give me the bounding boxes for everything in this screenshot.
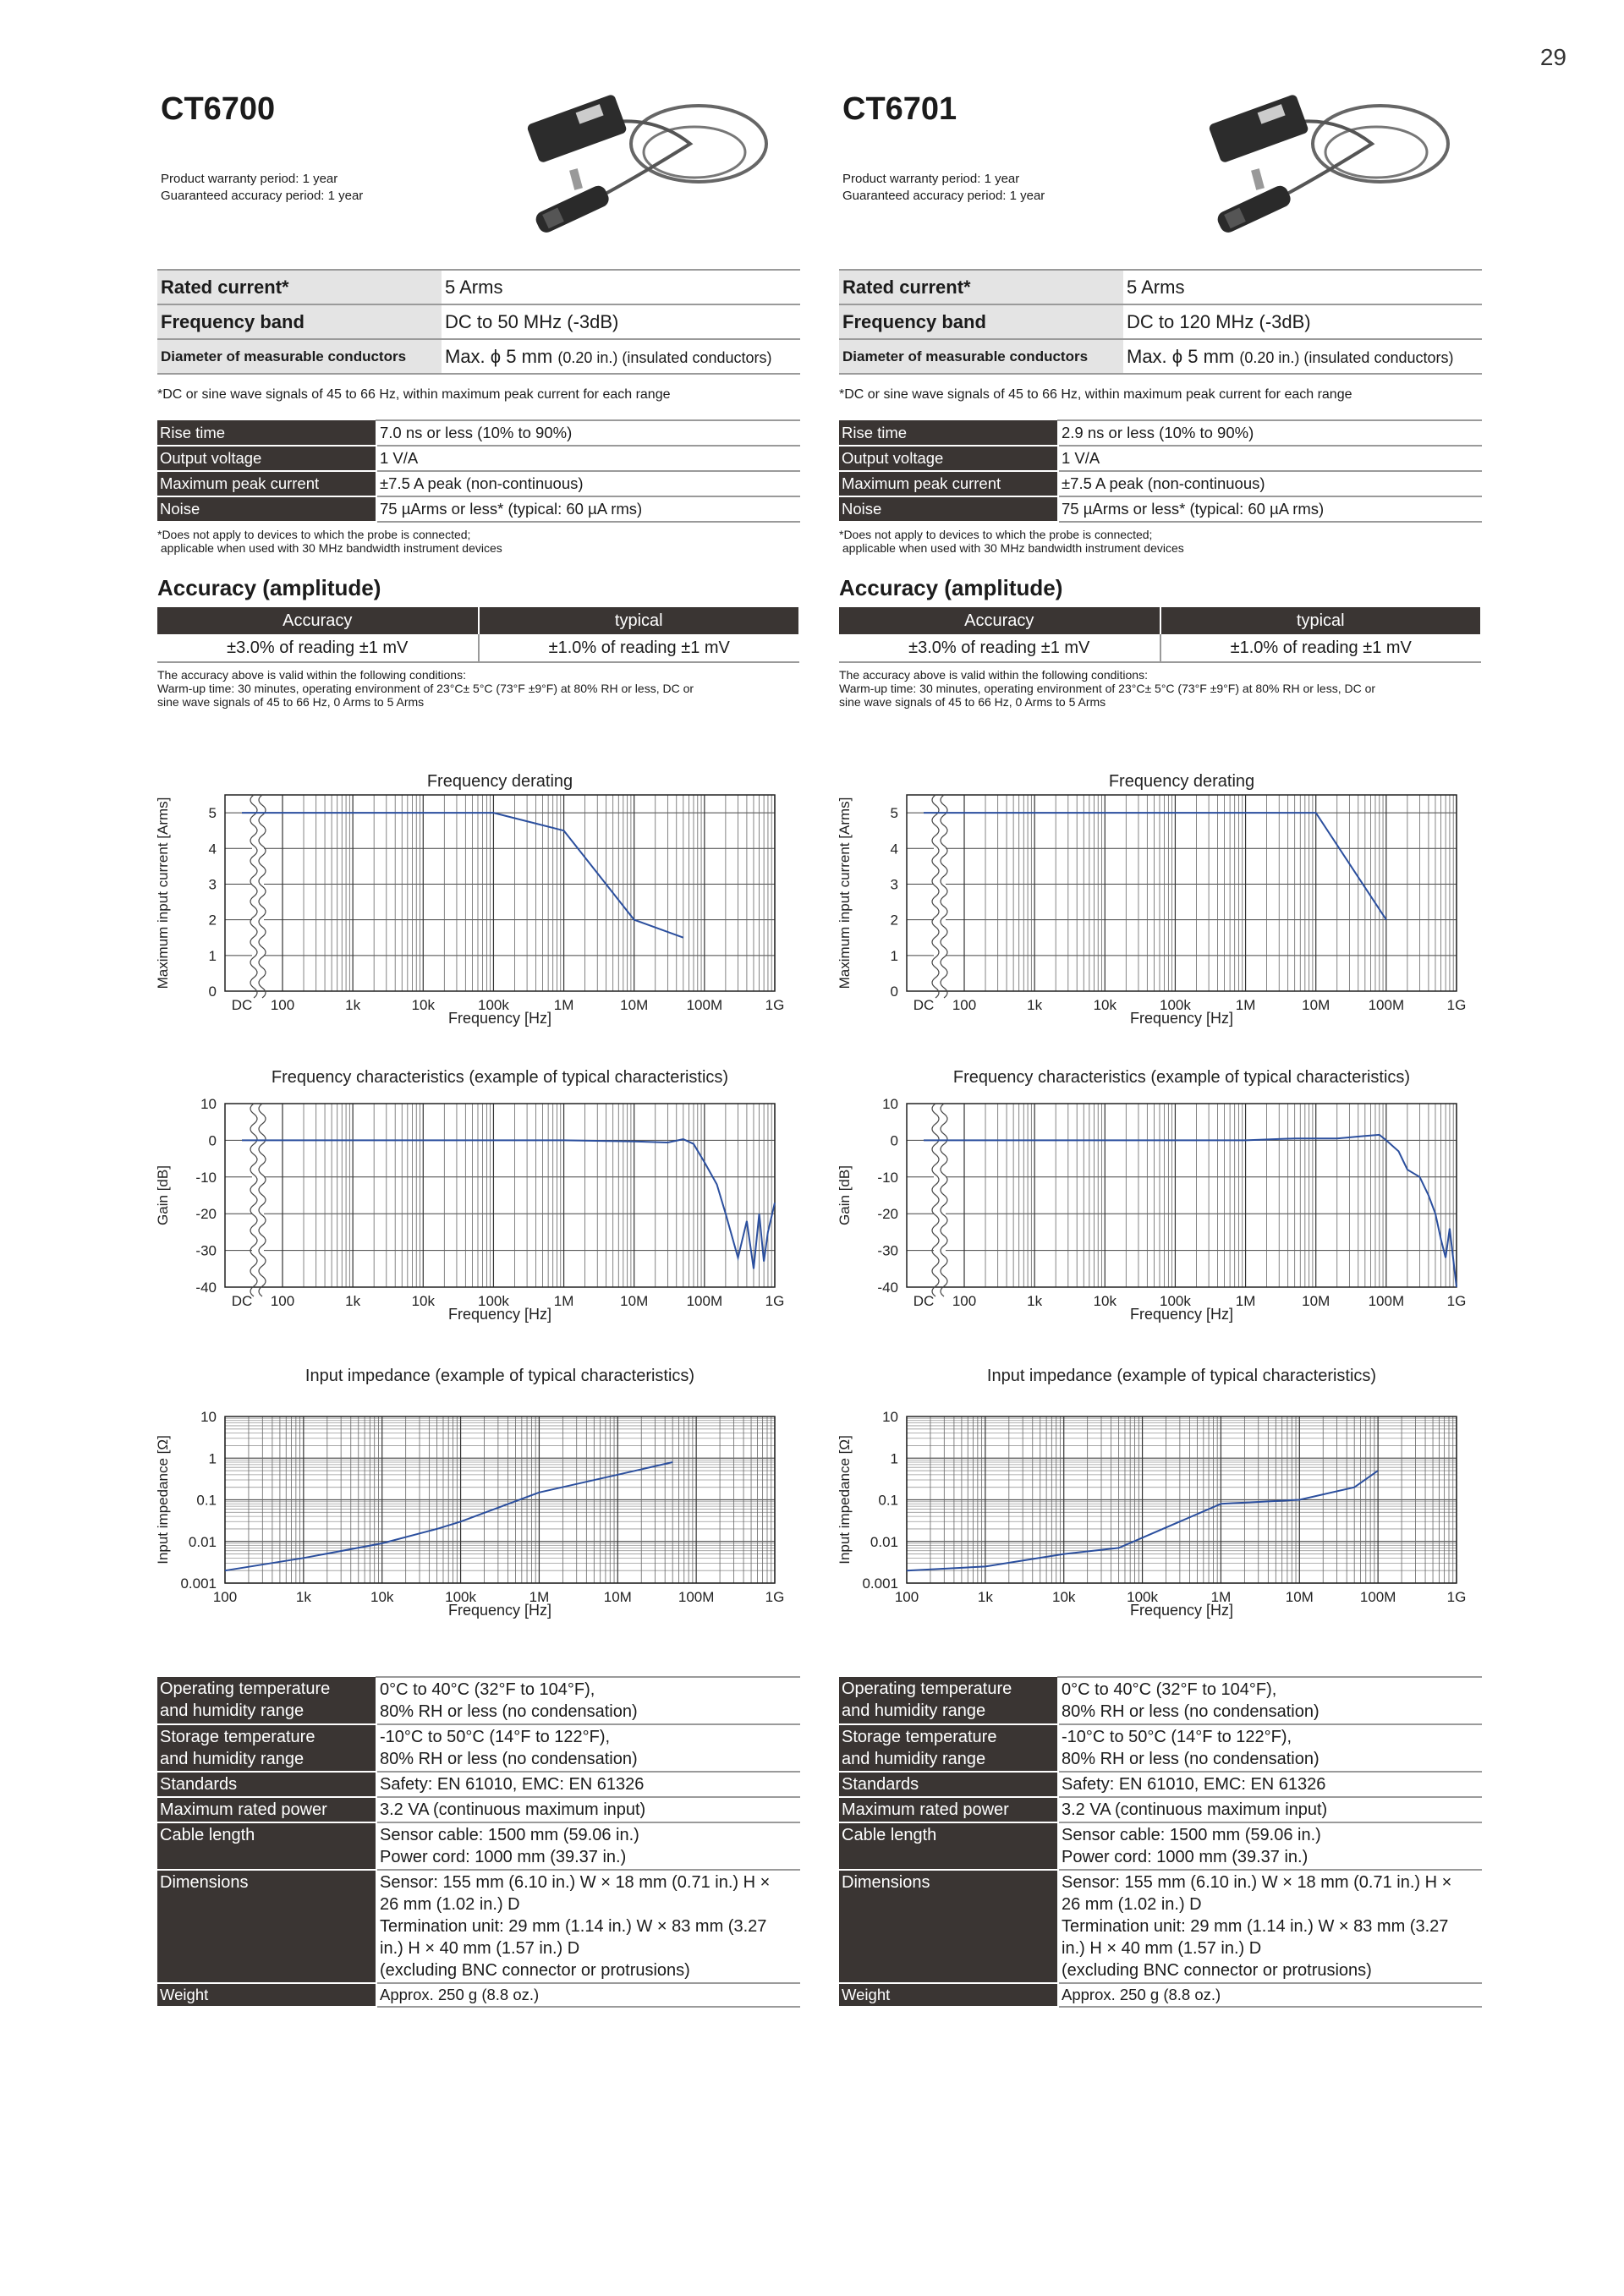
rated-current-note: *DC or sine wave signals of 45 to 66 Hz, within maximum peak current for each range [157, 387, 671, 402]
main-spec-table [157, 269, 800, 375]
x-tick-label: 100 [270, 997, 295, 1013]
spec-value-unit: (0.20 in.) (insulated conductors) [1239, 348, 1454, 366]
accuracy-header: typical [1160, 607, 1482, 634]
spec-row [157, 304, 800, 339]
x-tick-label: 100 [212, 1589, 238, 1605]
y-tick-label: 0.001 [180, 1575, 217, 1592]
spec-value: 7.0 ns or less (10% to 90%) [376, 420, 800, 446]
x-tick-label: 1k [345, 1293, 361, 1309]
y-tick-label: 0 [890, 984, 898, 1000]
spec-label: Noise [157, 496, 376, 522]
frequency-characteristics-chart [829, 1057, 1489, 1336]
y-tick-label: 1 [208, 1450, 217, 1467]
spec-row [839, 1724, 1482, 1772]
y-tick-label: 3 [890, 876, 898, 893]
x-tick-label: 1k [1027, 1293, 1043, 1309]
chart-grid [907, 1417, 1457, 1583]
accuracy-header: typical [479, 607, 800, 634]
environment-spec-table [157, 1676, 800, 2008]
x-tick-label: 1M [1235, 1293, 1256, 1309]
spec-value: -10°C to 50°C (14°F to 122°F), 80% RH or less (no condensation) [1058, 1724, 1482, 1772]
y-axis-label: Gain [dB] [837, 1165, 853, 1225]
note-line: sine wave signals of 45 to 66 Hz, 0 Arms to 5 Arms [157, 695, 425, 709]
spec-value: Sensor: 155 mm (6.10 in.) W × 18 mm (0.71 in.) H × 26 mm (1.02 in.) D Termination unit: 29 mm (1.14 in.) W × 83 mm (3.27 in.) H × 40 mm (1.57 in.) D (excluding BNC connector or protrusions) [376, 1870, 800, 1983]
accuracy-header: Accuracy [157, 607, 479, 634]
spec-row [157, 446, 800, 471]
chart-grid [225, 1104, 775, 1287]
plot-frame [907, 1104, 1457, 1287]
spec-row [157, 1870, 800, 1983]
y-tick-label: 5 [890, 805, 898, 822]
note-line: applicable when used with 30 MHz bandwidth instrument devices [157, 541, 502, 555]
input-impedance-chart [829, 1353, 1489, 1632]
x-tick-label: 1G [1446, 1589, 1467, 1605]
x-tick-label: 1M [1210, 1589, 1232, 1605]
spec-value: Safety: EN 61010, EMC: EN 61326 [1058, 1772, 1482, 1797]
x-axis-label: Frequency [Hz] [1129, 1602, 1234, 1619]
spec-value [1123, 339, 1482, 374]
spec-row [839, 1870, 1482, 1983]
warranty-line: Guaranteed accuracy period: 1 year [161, 189, 364, 203]
spec-label: Maximum rated power [839, 1797, 1058, 1822]
x-tick-label: 100k [445, 1589, 477, 1605]
y-tick-label: 2 [890, 912, 898, 929]
x-tick-label: 1G [765, 1589, 785, 1605]
spec-row [157, 1822, 800, 1870]
x-tick-label: 10k [370, 1589, 394, 1605]
x-axis-label: Frequency [Hz] [447, 1010, 552, 1027]
warranty-info [161, 171, 363, 205]
x-axis-label: Frequency [Hz] [447, 1602, 552, 1619]
y-tick-label: 0.01 [188, 1533, 217, 1550]
data-series-line [924, 1135, 1457, 1287]
input-impedance-chart [147, 1353, 807, 1632]
spec-row [157, 471, 800, 496]
spec-row [157, 420, 800, 446]
y-tick-label: -40 [877, 1280, 898, 1296]
x-tick-label: DC [231, 1293, 253, 1309]
spec-value: -10°C to 50°C (14°F to 122°F), 80% RH or less (no condensation) [376, 1724, 800, 1772]
spec-label: Noise [839, 496, 1058, 522]
spec-row [839, 304, 1482, 339]
spec-label: Dimensions [157, 1870, 376, 1983]
y-axis-label: Input impedance [Ω] [837, 1435, 853, 1564]
product-title: CT6700 [161, 91, 276, 127]
x-tick-label: 1k [977, 1589, 993, 1605]
y-tick-label: 0.001 [862, 1575, 898, 1592]
y-tick-label: 4 [890, 841, 898, 858]
product-title: CT6701 [842, 91, 957, 127]
x-tick-label: 1M [553, 1293, 574, 1309]
spec-label: Operating temperature and humidity range [157, 1677, 376, 1724]
x-tick-label: 10M [620, 1293, 649, 1309]
note-line: Warm-up time: 30 minutes, operating environment of 23°C± 5°C (73°F ±9°F) at 80% RH or less, DC or [839, 682, 1376, 695]
plot-frame [225, 1104, 775, 1287]
x-axis-label: Frequency [Hz] [1129, 1306, 1234, 1323]
spec-value: Sensor: 155 mm (6.10 in.) W × 18 mm (0.71 in.) H × 26 mm (1.02 in.) D Termination unit: 29 mm (1.14 in.) W × 83 mm (3.27 in.) H × 40 mm (1.57 in.) D (excluding BNC connector or protrusions) [1058, 1870, 1482, 1983]
spec-row [839, 339, 1482, 374]
spec-row [839, 1677, 1482, 1724]
x-tick-label: 1G [765, 997, 785, 1013]
spec-label: Maximum rated power [157, 1797, 376, 1822]
x-tick-label: 100M [686, 1293, 723, 1309]
spec-value: 75 µArms or less* (typical: 60 µA rms) [376, 496, 800, 522]
note-line: sine wave signals of 45 to 66 Hz, 0 Arms to 5 Arms [839, 695, 1106, 709]
x-tick-label: 1k [345, 997, 361, 1013]
spec-label: Standards [157, 1772, 376, 1797]
chart-title: Frequency derating [1108, 772, 1255, 791]
spec-label: Dimensions [839, 1870, 1058, 1983]
spec-label: Standards [839, 1772, 1058, 1797]
y-tick-label: 1 [890, 947, 898, 964]
y-tick-label: -20 [877, 1206, 898, 1223]
spec-value: Safety: EN 61010, EMC: EN 61326 [376, 1772, 800, 1797]
x-tick-label: 100M [1359, 1589, 1396, 1605]
spec-row [157, 1677, 800, 1724]
accuracy-header: Accuracy [839, 607, 1160, 634]
spec-value: Approx. 250 g (8.8 oz.) [1058, 1983, 1482, 2007]
y-axis-label: Input impedance [Ω] [155, 1435, 171, 1564]
accuracy-note [157, 668, 800, 709]
spec-label: Weight [839, 1983, 1058, 2007]
spec-label: Operating temperature and humidity range [839, 1677, 1058, 1724]
x-tick-label: 100k [1159, 997, 1191, 1013]
x-tick-label: 10k [1052, 1589, 1076, 1605]
y-tick-label: 0 [890, 1132, 898, 1149]
spec-row [157, 270, 800, 304]
x-tick-label: 100M [1368, 1293, 1405, 1309]
warranty-info [842, 171, 1045, 205]
x-tick-label: 10M [1302, 997, 1330, 1013]
y-tick-label: 1 [890, 1450, 898, 1467]
spec-label: Diameter of measurable conductors [157, 339, 442, 374]
spec-value: 0°C to 40°C (32°F to 104°F), 80% RH or less (no condensation) [1058, 1677, 1482, 1724]
chart-title: Frequency derating [426, 772, 573, 791]
y-tick-label: -10 [877, 1169, 898, 1186]
spec-label: Storage temperature and humidity range [839, 1724, 1058, 1772]
environment-spec-table [839, 1676, 1482, 2008]
x-tick-label: 100M [1368, 997, 1405, 1013]
spec-row [839, 1772, 1482, 1797]
x-tick-label: 100k [477, 1293, 509, 1309]
y-tick-label: 10 [200, 1096, 217, 1112]
x-tick-label: 10M [1285, 1589, 1314, 1605]
note-line: applicable when used with 30 MHz bandwidth instrument devices [839, 541, 1184, 555]
spec-table [839, 419, 1482, 523]
chart-title: Input impedance (example of typical characteristics) [304, 1367, 695, 1385]
x-tick-label: 100k [477, 997, 509, 1013]
spec-row [157, 1983, 800, 2007]
spec-label: Cable length [839, 1822, 1058, 1870]
accuracy-value: ±3.0% of reading ±1 mV [157, 634, 479, 662]
spec-label: Cable length [157, 1822, 376, 1870]
x-tick-label: 1G [1446, 1293, 1467, 1309]
x-tick-label: 100 [952, 1293, 977, 1309]
data-series-line [242, 813, 683, 938]
note-line: The accuracy above is valid within the following conditions: [157, 668, 466, 682]
spec-value: DC to 50 MHz (-3dB) [442, 304, 800, 339]
warranty-line: Guaranteed accuracy period: 1 year [842, 189, 1045, 203]
spec-label: Output voltage [157, 446, 376, 471]
chart-title: Frequency characteristics (example of typical characteristics) [952, 1068, 1411, 1087]
x-tick-label: 1k [1027, 997, 1043, 1013]
x-tick-label: 1M [529, 1589, 550, 1605]
spec-row [839, 446, 1482, 471]
spec-value: Approx. 250 g (8.8 oz.) [376, 1983, 800, 2007]
y-tick-label: 1 [208, 947, 217, 964]
x-tick-label: 1M [1235, 997, 1256, 1013]
spec-row [839, 496, 1482, 522]
spec-label: Diameter of measurable conductors [839, 339, 1123, 374]
x-tick-label: 100 [270, 1293, 295, 1309]
note-line: *Does not apply to devices to which the probe is connected; [839, 528, 1153, 541]
x-tick-label: 100k [1127, 1589, 1159, 1605]
y-tick-label: 0.1 [878, 1492, 898, 1509]
plot-frame [225, 795, 775, 991]
y-tick-label: 0 [208, 984, 217, 1000]
spec-row [839, 1797, 1482, 1822]
spec-row [839, 1822, 1482, 1870]
accuracy-value: ±3.0% of reading ±1 mV [839, 634, 1160, 662]
spec-value: 3.2 VA (continuous maximum input) [376, 1797, 800, 1822]
spec-value: 1 V/A [376, 446, 800, 471]
accuracy-note [839, 668, 1482, 709]
y-tick-label: 10 [882, 1096, 898, 1112]
product-photo [521, 93, 783, 245]
spec-value: 1 V/A [1058, 446, 1482, 471]
spec-value: 2.9 ns or less (10% to 90%) [1058, 420, 1482, 446]
spec-row [157, 1772, 800, 1797]
frequency-derating-chart [147, 761, 807, 1040]
spec-value: 75 µArms or less* (typical: 60 µA rms) [1058, 496, 1482, 522]
x-tick-label: 10M [1302, 1293, 1330, 1309]
y-tick-label: 0.1 [196, 1492, 217, 1509]
x-tick-label: 100k [1159, 1293, 1191, 1309]
spec-label: Weight [157, 1983, 376, 2007]
plot-frame [907, 795, 1457, 991]
y-axis-label: Gain [dB] [155, 1165, 171, 1225]
accuracy-value: ±1.0% of reading ±1 mV [1160, 634, 1482, 662]
accuracy-table [157, 607, 800, 663]
x-tick-label: 10k [411, 997, 435, 1013]
x-tick-label: 10M [603, 1589, 632, 1605]
y-tick-label: 5 [208, 805, 217, 822]
chart-grid [225, 795, 775, 991]
chart-grid [907, 795, 1457, 991]
spec-value: DC to 120 MHz (-3dB) [1123, 304, 1482, 339]
main-spec-table [839, 269, 1482, 375]
x-tick-label: 100M [678, 1589, 715, 1605]
accuracy-title: Accuracy (amplitude) [157, 575, 381, 600]
spec-row [839, 270, 1482, 304]
spec-row [157, 339, 800, 374]
data-series-line [924, 813, 1386, 920]
page-number: 29 [1539, 44, 1566, 70]
x-axis-label: Frequency [Hz] [1129, 1010, 1234, 1027]
accuracy-table [839, 607, 1482, 663]
spec-note [157, 528, 502, 555]
warranty-line: Product warranty period: 1 year [161, 172, 338, 186]
y-tick-label: 10 [882, 1409, 898, 1425]
spec-label: Frequency band [839, 304, 1123, 339]
x-tick-label: 100M [686, 997, 723, 1013]
x-tick-label: 1k [295, 1589, 311, 1605]
note-line: Warm-up time: 30 minutes, operating environment of 23°C± 5°C (73°F ±9°F) at 80% RH or less, DC or [157, 682, 694, 695]
x-tick-label: 10M [620, 997, 649, 1013]
y-tick-label: 0 [208, 1132, 217, 1149]
spec-value: 5 Arms [442, 270, 800, 304]
spec-label: Rated current* [839, 270, 1123, 304]
spec-value: Sensor cable: 1500 mm (59.06 in.) Power cord: 1000 mm (39.37 in.) [1058, 1822, 1482, 1870]
y-tick-label: -30 [877, 1242, 898, 1259]
spec-row [157, 1724, 800, 1772]
x-tick-label: 1G [765, 1293, 785, 1309]
x-tick-label: DC [913, 1293, 935, 1309]
spec-value: Sensor cable: 1500 mm (59.06 in.) Power cord: 1000 mm (39.37 in.) [376, 1822, 800, 1870]
spec-row [839, 471, 1482, 496]
x-tick-label: 10k [411, 1293, 435, 1309]
spec-value: 3.2 VA (continuous maximum input) [1058, 1797, 1482, 1822]
spec-label: Rise time [839, 420, 1058, 446]
y-tick-label: 2 [208, 912, 217, 929]
x-tick-label: 10k [1093, 997, 1116, 1013]
note-line: The accuracy above is valid within the following conditions: [839, 668, 1148, 682]
x-tick-label: 10k [1093, 1293, 1116, 1309]
frequency-derating-chart [829, 761, 1489, 1040]
rated-current-note: *DC or sine wave signals of 45 to 66 Hz, within maximum peak current for each range [839, 387, 1352, 402]
y-tick-label: -40 [195, 1280, 217, 1296]
spec-note [839, 528, 1184, 555]
chart-title: Frequency characteristics (example of typical characteristics) [271, 1068, 729, 1087]
y-tick-label: 0.01 [870, 1533, 898, 1550]
x-tick-label: DC [231, 997, 253, 1013]
spec-row [157, 496, 800, 522]
spec-label: Rated current* [157, 270, 442, 304]
y-tick-label: 10 [200, 1409, 217, 1425]
spec-value: ±7.5 A peak (non-continuous) [1058, 471, 1482, 496]
spec-value: 0°C to 40°C (32°F to 104°F), 80% RH or less (no condensation) [376, 1677, 800, 1724]
spec-label: Maximum peak current [839, 471, 1058, 496]
y-axis-label: Maximum input current [Arms] [837, 797, 853, 989]
note-line: *Does not apply to devices to which the probe is connected; [157, 528, 471, 541]
x-tick-label: 1G [1446, 997, 1467, 1013]
y-axis-label: Maximum input current [Arms] [155, 797, 171, 989]
spec-value-main: Max. ϕ 5 mm [1127, 345, 1235, 367]
accuracy-value: ±1.0% of reading ±1 mV [479, 634, 800, 662]
spec-label: Rise time [157, 420, 376, 446]
spec-label: Frequency band [157, 304, 442, 339]
spec-label: Storage temperature and humidity range [157, 1724, 376, 1772]
y-tick-label: -20 [195, 1206, 217, 1223]
x-tick-label: DC [913, 997, 935, 1013]
data-series-line [242, 1139, 775, 1269]
y-tick-label: 3 [208, 876, 217, 893]
spec-value [442, 339, 800, 374]
spec-table [157, 419, 800, 523]
spec-row [839, 1983, 1482, 2007]
chart-title: Input impedance (example of typical characteristics) [986, 1367, 1377, 1385]
y-tick-label: -10 [195, 1169, 217, 1186]
spec-value: 5 Arms [1123, 270, 1482, 304]
accuracy-title: Accuracy (amplitude) [839, 575, 1063, 600]
spec-value-main: Max. ϕ 5 mm [445, 345, 553, 367]
spec-label: Maximum peak current [157, 471, 376, 496]
y-tick-label: 4 [208, 841, 217, 858]
y-tick-label: -30 [195, 1242, 217, 1259]
spec-value-unit: (0.20 in.) (insulated conductors) [557, 348, 772, 366]
chart-grid [907, 1104, 1457, 1287]
x-tick-label: 1M [553, 997, 574, 1013]
warranty-line: Product warranty period: 1 year [842, 172, 1020, 186]
x-tick-label: 100 [952, 997, 977, 1013]
x-axis-label: Frequency [Hz] [447, 1306, 552, 1323]
spec-value: ±7.5 A peak (non-continuous) [376, 471, 800, 496]
spec-row [839, 420, 1482, 446]
x-tick-label: 100 [894, 1589, 919, 1605]
product-photo [1203, 93, 1465, 245]
frequency-characteristics-chart [147, 1057, 807, 1336]
spec-row [157, 1797, 800, 1822]
spec-label: Output voltage [839, 446, 1058, 471]
